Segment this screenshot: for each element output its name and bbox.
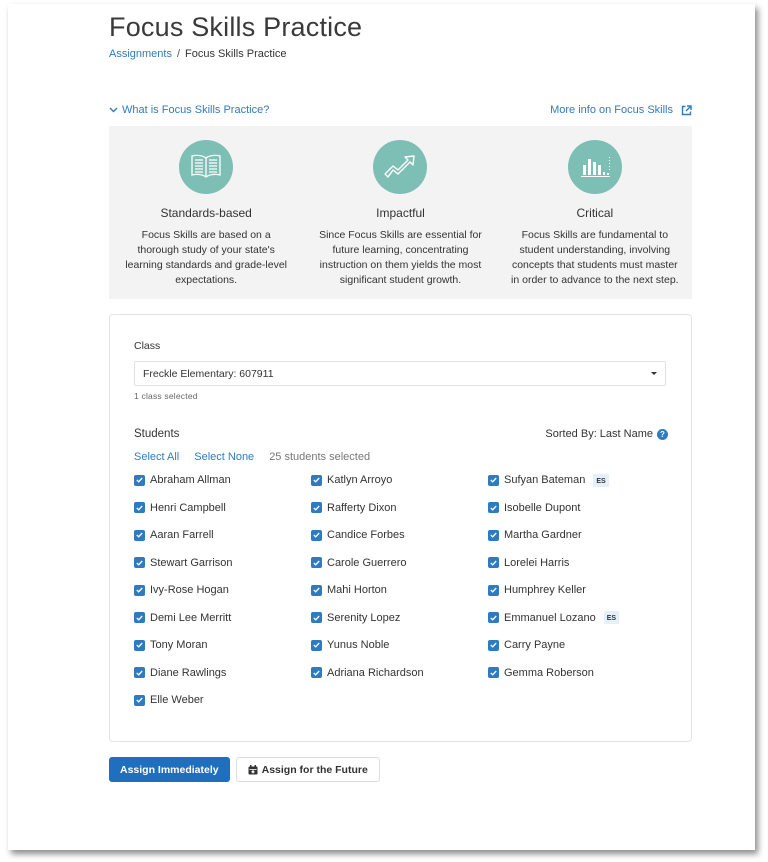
checkbox-checked-icon[interactable]: [488, 640, 499, 651]
student-name: Carry Payne: [504, 639, 566, 651]
student-checkbox-item[interactable]: [134, 582, 311, 598]
student-name: Abraham Allman: [150, 474, 231, 486]
info-text: Focus Skills are fundamental to student understanding, involving concepts that students must master in order to advance to the next step.: [511, 229, 679, 286]
info-text: Focus Skills are based on a thorough study of your state's learning standards and grade-level expectations.: [125, 229, 288, 286]
info-heading: Critical: [576, 206, 614, 220]
student-checkbox-item[interactable]: [134, 555, 311, 571]
assignment-form-card: [109, 314, 692, 742]
student-checkbox-item[interactable]: [488, 582, 668, 598]
info-card-standards: [109, 126, 303, 299]
checkbox-checked-icon[interactable]: [311, 530, 322, 541]
select-all-link[interactable]: Select All: [134, 451, 180, 463]
student-name: Lorelei Harris: [504, 556, 570, 569]
more-info-label: More info on Focus Skills: [550, 104, 673, 116]
open-book-icon: [179, 140, 233, 194]
student-checkbox-item[interactable]: [488, 472, 668, 488]
breadcrumb-separator: /: [176, 48, 181, 60]
checkbox-checked-icon[interactable]: [311, 612, 322, 623]
student-checkbox-item[interactable]: [488, 500, 668, 516]
sorted-by: [545, 428, 668, 440]
calendar-icon: [248, 765, 258, 775]
checkbox-checked-icon[interactable]: [488, 530, 499, 541]
checkbox-checked-icon[interactable]: [311, 640, 322, 651]
checkbox-checked-icon[interactable]: [134, 612, 145, 623]
assign-future-button[interactable]: [236, 757, 380, 782]
student-name: Henri Campbell: [150, 501, 226, 514]
breadcrumb-current: Focus Skills Practice: [185, 48, 287, 60]
student-checkbox-item[interactable]: [311, 582, 488, 598]
student-name: Sufyan Bateman: [504, 474, 586, 486]
student-checkbox-item[interactable]: [488, 637, 668, 653]
students-label: Students: [134, 428, 180, 440]
page-title: Focus Skills Practice: [109, 12, 363, 42]
checkbox-checked-icon[interactable]: [134, 502, 145, 513]
student-name: Rafferty Dixon: [327, 501, 397, 514]
student-checkbox-item[interactable]: [134, 527, 311, 543]
student-name: Tony Moran: [150, 639, 208, 651]
student-checkbox-item[interactable]: [488, 527, 668, 543]
checkbox-checked-icon[interactable]: [134, 530, 145, 541]
student-checkbox-item[interactable]: [134, 500, 311, 516]
breadcrumb-assignments-link[interactable]: Assignments: [109, 48, 172, 60]
student-checkbox-item[interactable]: [134, 610, 311, 626]
student-name: Diane Rawlings: [150, 666, 227, 679]
selected-count: 25 students selected: [269, 451, 371, 463]
focus-skills-info-panel: [109, 126, 692, 299]
student-checkbox-item[interactable]: [134, 665, 311, 681]
checkbox-checked-icon[interactable]: [311, 667, 322, 678]
student-name: Serenity Lopez: [327, 611, 401, 624]
more-info-link[interactable]: [550, 104, 692, 116]
student-name: Yunus Noble: [327, 639, 390, 651]
checkbox-checked-icon[interactable]: [134, 667, 145, 678]
sorted-by-label: Sorted By: Last Name: [545, 428, 653, 440]
page-frame: [8, 4, 755, 850]
class-select-value: Freckle Elementary: 607911: [143, 368, 274, 380]
chevron-down-icon: [109, 107, 118, 113]
student-name: Ivy-Rose Hogan: [150, 584, 229, 596]
student-checkbox-item[interactable]: [311, 555, 488, 571]
checkbox-checked-icon[interactable]: [134, 640, 145, 651]
student-name: Katlyn Arroyo: [327, 474, 393, 486]
select-none-link[interactable]: Select None: [194, 451, 255, 463]
student-name: Humphrey Keller: [504, 584, 586, 596]
student-checkbox-item[interactable]: [311, 610, 488, 626]
what-is-toggle[interactable]: [109, 104, 269, 116]
student-checkbox-item[interactable]: [134, 692, 311, 708]
breadcrumb: [109, 48, 287, 60]
info-heading: Impactful: [376, 206, 425, 220]
checkbox-checked-icon[interactable]: [488, 667, 499, 678]
selection-controls: [134, 451, 370, 463]
checkbox-checked-icon[interactable]: [488, 475, 499, 486]
student-name: Isobelle Dupont: [504, 501, 581, 514]
student-name: Adriana Richardson: [327, 666, 424, 679]
checkbox-checked-icon[interactable]: [311, 475, 322, 486]
language-badge: ES: [593, 474, 608, 487]
info-heading: Standards-based: [160, 206, 252, 220]
student-checkbox-item[interactable]: [311, 472, 488, 488]
trending-up-icon: [373, 140, 427, 194]
checkbox-checked-icon[interactable]: [488, 502, 499, 513]
checkbox-checked-icon[interactable]: [311, 502, 322, 513]
student-name: Demi Lee Merritt: [150, 611, 232, 624]
action-buttons: [109, 757, 380, 782]
help-icon[interactable]: ?: [657, 429, 668, 440]
student-checkbox-item[interactable]: [134, 472, 311, 488]
checkbox-checked-icon[interactable]: [311, 557, 322, 568]
student-list: [134, 472, 674, 708]
student-checkbox-item[interactable]: [311, 500, 488, 516]
student-name: Mahi Horton: [327, 584, 387, 596]
checkbox-checked-icon[interactable]: [134, 695, 145, 706]
info-card-critical: [498, 126, 692, 299]
what-is-label: What is Focus Skills Practice?: [122, 104, 270, 116]
student-checkbox-item[interactable]: [488, 610, 668, 626]
student-checkbox-item[interactable]: [488, 665, 668, 681]
student-checkbox-item[interactable]: [311, 637, 488, 653]
class-select[interactable]: [134, 361, 666, 386]
student-name: Carole Guerrero: [327, 556, 407, 569]
assign-immediately-button[interactable]: Assign Immediately: [109, 757, 230, 782]
student-checkbox-item[interactable]: [488, 555, 668, 571]
student-checkbox-item[interactable]: [311, 665, 488, 681]
checkbox-checked-icon[interactable]: [134, 475, 145, 486]
checkbox-checked-icon[interactable]: [134, 585, 145, 596]
student-name: Emmanuel Lozano: [504, 611, 596, 624]
student-checkbox-item[interactable]: [134, 637, 311, 653]
student-name: Aaran Farrell: [150, 529, 214, 541]
checkbox-checked-icon[interactable]: [134, 557, 145, 568]
info-card-impactful: [303, 126, 497, 299]
checkbox-checked-icon[interactable]: [488, 557, 499, 568]
student-name: Gemma Roberson: [504, 666, 594, 679]
caret-down-icon: [651, 372, 657, 375]
checkbox-checked-icon[interactable]: [488, 585, 499, 596]
language-badge: ES: [604, 611, 619, 624]
assign-future-label: Assign for the Future: [261, 763, 368, 776]
student-name: Elle Weber: [150, 694, 204, 706]
checkbox-checked-icon[interactable]: [488, 612, 499, 623]
class-selected-hint: 1 class selected: [134, 391, 198, 401]
class-label: Class: [134, 340, 161, 352]
student-name: Martha Gardner: [504, 529, 582, 541]
student-checkbox-item[interactable]: [311, 527, 488, 543]
checkbox-checked-icon[interactable]: [311, 585, 322, 596]
info-text: Since Focus Skills are essential for future learning, concentrating instruction on them yields the most significant student growth.: [319, 229, 482, 286]
external-link-icon: [681, 105, 692, 116]
student-name: Candice Forbes: [327, 529, 405, 541]
student-name: Stewart Garrison: [150, 556, 233, 569]
bar-chart-icon: [568, 140, 622, 194]
